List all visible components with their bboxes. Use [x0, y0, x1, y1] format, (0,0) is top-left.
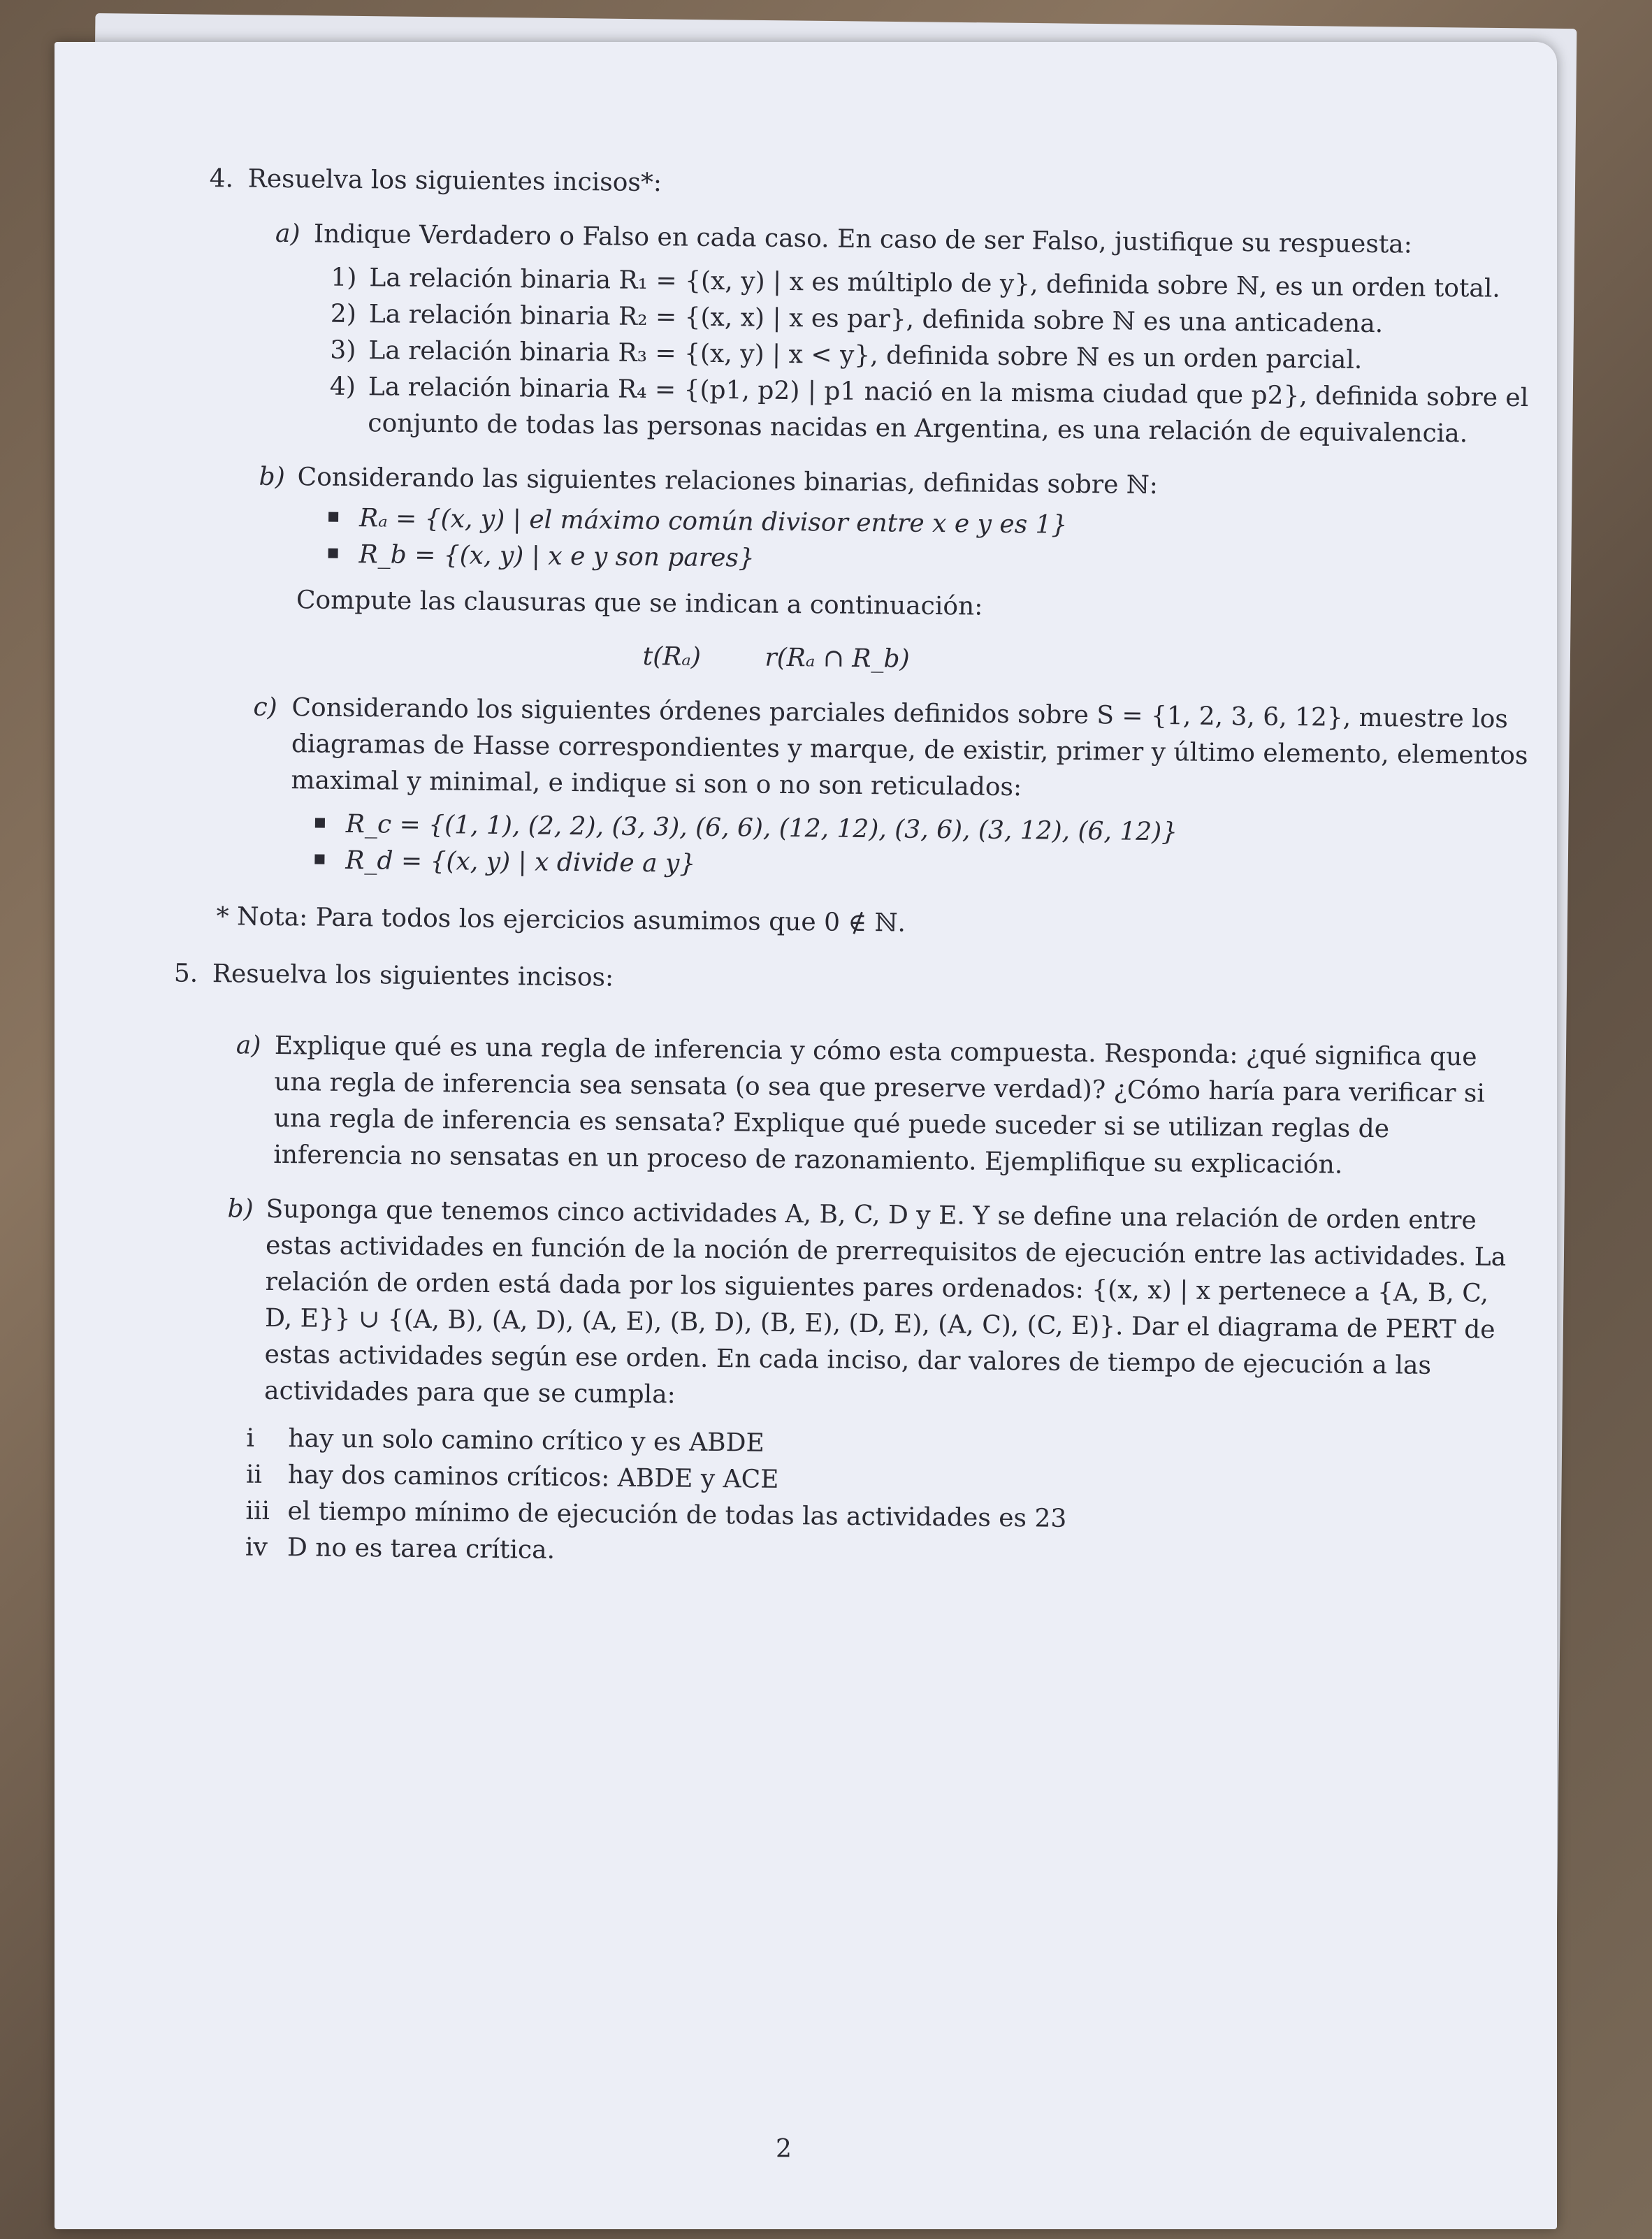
item-text: La relación binaria R₂ = {(x, x) | x es par}, definida sobre ℕ es una anticadena.: [368, 300, 1384, 339]
q4-part-b: [257, 459, 1577, 684]
item-text: La relación binaria R₃ = {(x, y) | x < y}, definida sobre ℕ es un orden parcial.: [368, 336, 1363, 375]
question-4: [202, 161, 1579, 948]
item-number: 4): [329, 372, 356, 402]
part-label: c): [253, 693, 277, 722]
q4-part-c: [252, 690, 1574, 891]
bullet-icon: [328, 549, 338, 558]
list-item: [329, 369, 1577, 454]
bullet-text: R_b = {(x, y) | x e y son pares}: [358, 540, 755, 573]
part-text: Considerando los siguientes órdenes parciales definidos sobre S = {1, 2, 3, 6, 12}, muestre los diagramas de Hasse correspondientes y marque, de existir, primer y último elemento, elementos maximal y minimal, e indique si son o no son reticulados:: [291, 693, 1528, 802]
item-number: 2): [330, 299, 357, 329]
question-5: [168, 956, 1572, 1579]
bullet-text: R_c = {(1, 1), (2, 2), (3, 3), (6, 6), (12, 12), (3, 6), (3, 12), (6, 12)}: [345, 809, 1178, 847]
bullet-icon: [314, 854, 324, 864]
item-text: hay un solo camino crítico y es ABDE: [288, 1424, 765, 1458]
bullet-icon: [315, 818, 325, 827]
q5-part-a: [235, 1027, 1571, 1185]
part-text: Suponga que tenemos cinco actividades A, B, C, D y E. Y se define una relación de orden entre estas actividades en función de la noción de prerrequisitos de ejecución entre las actividades. La relación de orden está dada por los siguientes pares ordenados: {(x, x) | x pertenece a {A, B, C, D, E}} ∪ {(A, B), (A, D), (A, E), (B, D), (B, E), (D, E), (A, C), (C, E)}. Dar el diagrama de PERT de estas actividades según ese orden. En cada inciso, dar valores de tiempo de ejecución a las actividades para que se cumpla:: [263, 1194, 1507, 1410]
bullet-icon: [328, 512, 338, 522]
item-number: i: [246, 1423, 255, 1453]
item-number: ii: [245, 1460, 263, 1489]
part-label: b): [227, 1194, 254, 1224]
closure-formula: t(Rₐ) r(Rₐ ∩ R_b): [642, 642, 910, 674]
document-content: [173, 161, 1579, 1600]
note: * Nota: Para todos los ejercicios asumimos que 0 ∉ ℕ.: [216, 902, 906, 938]
item-number: 1): [331, 263, 357, 293]
q4-part-a: [273, 216, 1579, 454]
page-number: 2: [776, 2135, 792, 2164]
part-text: Indique Verdadero o Falso en cada caso. En caso de ser Falso, justifique su respuesta:: [313, 219, 1413, 259]
compute-text: Compute las clausuras que se indican a continuación:: [296, 586, 983, 621]
question-title: Resuelva los siguientes incisos*:: [247, 164, 662, 198]
item-text: La relación binaria R₄ = {(p1, p2) | p1 nació en la misma ciudad que p2}, definida sobre el conjunto de todas las personas nacidas en Argentina, es una relación de equivalencia.: [368, 372, 1529, 449]
item-text: el tiempo mínimo de ejecución de todas las actividades es 23: [287, 1497, 1067, 1533]
bullet-text: R_d = {(x, y) | x divide a y}: [345, 846, 696, 878]
item-number: iii: [245, 1496, 270, 1526]
item-text: hay dos caminos críticos: ABDE y ACE: [287, 1461, 779, 1494]
item-number: iv: [245, 1532, 268, 1562]
part-text: Explique qué es una regla de inferencia y cómo esta compuesta. Responda: ¿qué significa que una regla de inferencia sea sensata (o sea que preserve verdad)? ¿Cómo haría para verificar si una regla de inferencia es sensata? Explique qué puede suceder si se utilizan reglas de inferencia no sensatas en un proceso de razonamiento. Ejemplifique su explicación.: [273, 1031, 1486, 1180]
item-text: D no es tarea crítica.: [287, 1533, 556, 1565]
bullet-text: Rₐ = {(x, y) | el máximo común divisor entre x e y es 1}: [358, 504, 1068, 539]
question-number: 5.: [173, 959, 198, 988]
item-text: La relación binaria R₁ = {(x, y) | x es múltiplo de y}, definida sobre ℕ, es un orden total.: [369, 263, 1501, 303]
part-label: a): [236, 1031, 261, 1060]
part-label: b): [259, 462, 285, 492]
part-label: a): [275, 219, 300, 249]
q5-part-b: [224, 1191, 1570, 1578]
question-number: 4.: [209, 164, 234, 194]
item-number: 3): [330, 335, 356, 365]
part-text: Considerando las siguientes relaciones binarias, definidas sobre ℕ:: [297, 463, 1159, 500]
question-title: Resuelva los siguientes incisos:: [212, 959, 614, 992]
